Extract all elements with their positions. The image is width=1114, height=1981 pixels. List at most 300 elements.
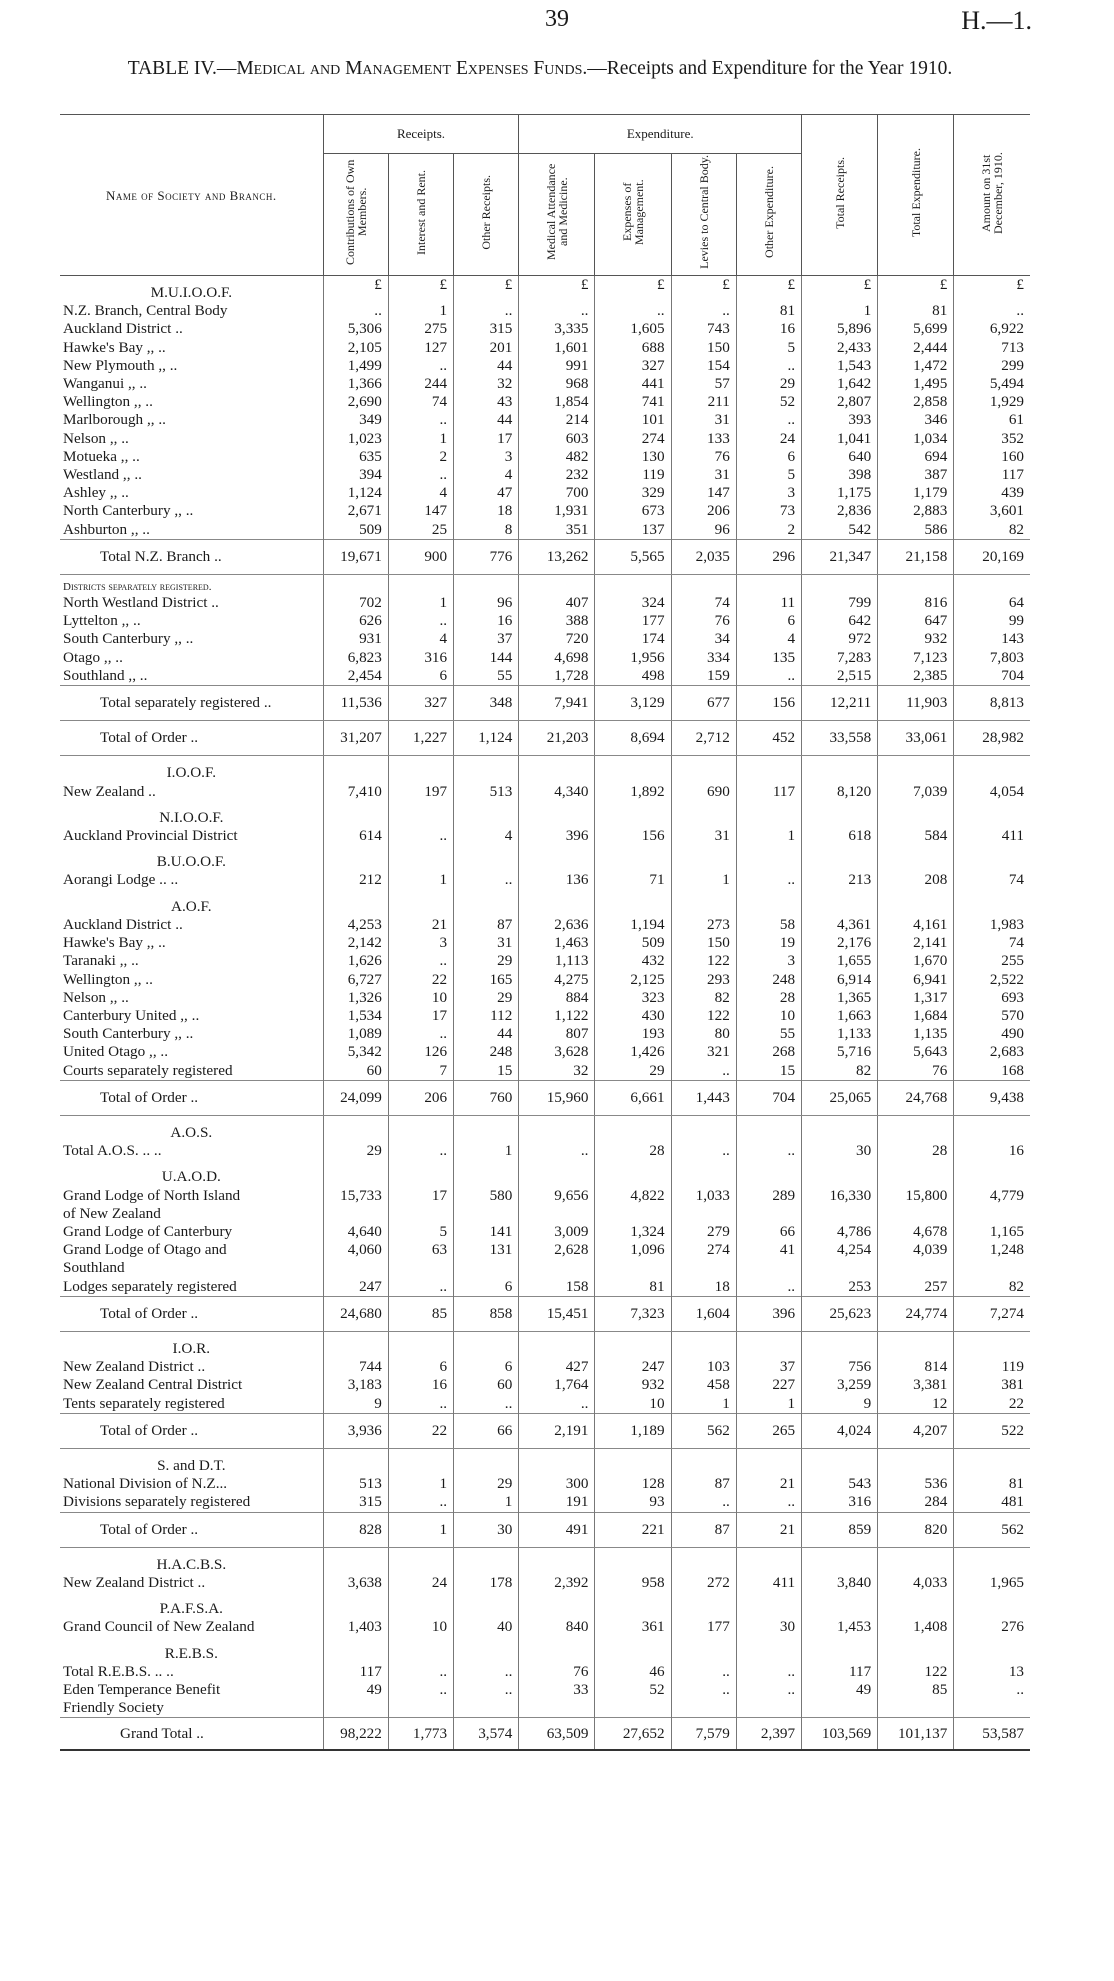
- table-title: [50, 58, 1030, 80]
- cell-value: 481: [954, 1493, 1030, 1512]
- cell-value: [519, 756, 595, 783]
- cell-value: [878, 890, 954, 916]
- cell-value: 15,800: [878, 1187, 954, 1205]
- table-row: [60, 1205, 1030, 1223]
- table-row: [60, 1358, 1030, 1376]
- cell-value: 1,463: [519, 934, 595, 952]
- cell-value: 19: [736, 934, 801, 952]
- cell-value: 147: [671, 484, 736, 502]
- cell-value: 2,858: [878, 393, 954, 411]
- cell-value: ..: [736, 1681, 801, 1699]
- cell-value: 1: [388, 871, 453, 889]
- cell-value: 991: [519, 357, 595, 375]
- cell-value: 1,403: [323, 1618, 388, 1636]
- cell-value: [323, 890, 388, 916]
- cell-value: 441: [595, 375, 671, 393]
- cell-value: 144: [454, 649, 519, 667]
- cell-value: 1,041: [802, 430, 878, 448]
- cell-value: 16,330: [802, 1187, 878, 1205]
- cell-value: [802, 845, 878, 871]
- cell-value: 4,039: [878, 1241, 954, 1259]
- cell-value: [388, 1205, 453, 1223]
- cell-value: 24: [388, 1574, 453, 1592]
- cell-value: 7,039: [878, 783, 954, 801]
- table-row: [60, 916, 1030, 934]
- cell-value: 16: [388, 1376, 453, 1394]
- table-row: [60, 1259, 1030, 1277]
- cell-value: 11,903: [878, 686, 954, 721]
- cell-value: 18: [671, 1278, 736, 1297]
- cell-value: 34: [671, 630, 736, 648]
- cell-value: 396: [519, 827, 595, 845]
- cell-value: [595, 1699, 671, 1718]
- cell-value: 284: [878, 1493, 954, 1512]
- row-label: New Plymouth ,, ..: [63, 356, 178, 374]
- cell-value: ..: [388, 357, 453, 375]
- cell-value: ..: [388, 1025, 453, 1043]
- cell-value: 760: [454, 1080, 519, 1115]
- cell-value: 299: [954, 357, 1030, 375]
- row-label: I.O.O.F.: [166, 764, 217, 782]
- cell-value: 498: [595, 667, 671, 686]
- cell-value: 3: [736, 952, 801, 970]
- cell-value: 807: [519, 1025, 595, 1043]
- cell-value: 394: [323, 466, 388, 484]
- cell-value: 411: [954, 827, 1030, 845]
- cell-value: [519, 1205, 595, 1223]
- cell-value: 1,543: [802, 357, 878, 375]
- cell-value: [736, 845, 801, 871]
- cell-value: ..: [388, 1493, 453, 1512]
- cell-value: 1,194: [595, 916, 671, 934]
- cell-value: 452: [736, 721, 801, 756]
- cell-value: 381: [954, 1376, 1030, 1394]
- cell-value: [454, 575, 519, 595]
- cell-value: 2,628: [519, 1241, 595, 1259]
- row-label: R.E.B.S.: [164, 1644, 218, 1662]
- cell-value: [802, 1259, 878, 1277]
- cell-value: 859: [802, 1512, 878, 1547]
- cell-value: 49: [802, 1681, 878, 1699]
- cell-value: [454, 1115, 519, 1142]
- cell-value: 119: [954, 1358, 1030, 1376]
- cell-value: [454, 1592, 519, 1618]
- row-label: Grand Lodge of Canterbury: [63, 1222, 233, 1240]
- cell-value: 458: [671, 1376, 736, 1394]
- table-row: [60, 1475, 1030, 1493]
- table-row: [60, 357, 1030, 375]
- row-label: Friendly Society: [63, 1699, 164, 1717]
- cell-value: 543: [802, 1475, 878, 1493]
- cell-value: [323, 845, 388, 871]
- cell-value: 509: [595, 934, 671, 952]
- cell-value: 227: [736, 1376, 801, 1394]
- row-label: Wellington ,, ..: [63, 970, 153, 988]
- cell-value: [736, 890, 801, 916]
- cell-value: 490: [954, 1025, 1030, 1043]
- cell-value: 257: [878, 1278, 954, 1297]
- cell-value: [595, 1160, 671, 1186]
- cell-value: 316: [388, 649, 453, 667]
- cell-value: 4,822: [595, 1187, 671, 1205]
- cell-value: ..: [671, 1142, 736, 1160]
- cell-value: [388, 801, 453, 827]
- cell-value: 1: [388, 1512, 453, 1547]
- cell-value: 4,054: [954, 783, 1030, 801]
- cell-value: 21: [388, 916, 453, 934]
- cell-value: 4: [388, 484, 453, 502]
- cell-value: ..: [323, 302, 388, 320]
- cell-value: [323, 1637, 388, 1663]
- cell-value: 694: [878, 448, 954, 466]
- cell-value: 820: [878, 1512, 954, 1547]
- cell-value: 214: [519, 411, 595, 429]
- cell-value: 3,936: [323, 1413, 388, 1448]
- cell-value: 4,678: [878, 1223, 954, 1241]
- cell-value: 4,033: [878, 1574, 954, 1592]
- total-row: [60, 1080, 1030, 1115]
- cell-value: [878, 845, 954, 871]
- table-row: [60, 1062, 1030, 1081]
- row-label: Total of Order ..: [60, 1296, 323, 1331]
- row-label: Total N.Z. Branch ..: [60, 539, 323, 574]
- cell-value: 177: [595, 612, 671, 630]
- cell-value: [519, 1160, 595, 1186]
- cell-value: 9: [802, 1395, 878, 1414]
- cell-value: [736, 1637, 801, 1663]
- row-label: Nelson ,, ..: [63, 988, 129, 1006]
- row-label: National Division of N.Z...: [63, 1475, 228, 1493]
- table-row: [60, 649, 1030, 667]
- row-label: Westland ,, ..: [63, 466, 142, 484]
- cell-value: 193: [595, 1025, 671, 1043]
- cell-value: 74: [954, 934, 1030, 952]
- row-label: North Canterbury ,, ..: [63, 502, 194, 520]
- cell-value: [954, 801, 1030, 827]
- cell-value: [954, 1115, 1030, 1142]
- cell-value: 1,023: [323, 430, 388, 448]
- cell-value: [454, 756, 519, 783]
- cell-value: 2,671: [323, 502, 388, 520]
- interest-header: Interest and Rent.: [388, 154, 453, 276]
- cell-value: 1,931: [519, 502, 595, 520]
- cell-value: 1,426: [595, 1043, 671, 1061]
- cell-value: ..: [454, 302, 519, 320]
- cell-value: 776: [454, 539, 519, 574]
- row-label: B.U.O.O.F.: [156, 853, 226, 871]
- cell-value: 141: [454, 1223, 519, 1241]
- cell-value: 2,392: [519, 1574, 595, 1592]
- cell-value: 4,340: [519, 783, 595, 801]
- cell-value: 232: [519, 466, 595, 484]
- cell-value: 1,495: [878, 375, 954, 393]
- cell-value: 3,335: [519, 320, 595, 338]
- row-label: A.O.F.: [171, 897, 212, 915]
- row-label: Motueka ,, ..: [63, 447, 140, 465]
- row-label: Nelson ,, ..: [63, 429, 129, 447]
- society-heading-row: [60, 276, 1030, 303]
- row-label: Total separately registered ..: [60, 686, 323, 721]
- cell-value: 57: [671, 375, 736, 393]
- cell-value: [736, 1160, 801, 1186]
- cell-value: 640: [802, 448, 878, 466]
- cell-value: [736, 1547, 801, 1574]
- cell-value: [802, 1592, 878, 1618]
- cell-value: 82: [954, 1278, 1030, 1297]
- cell-value: 321: [671, 1043, 736, 1061]
- cell-value: 2,105: [323, 339, 388, 357]
- cell-value: 66: [454, 1413, 519, 1448]
- cell-value: [519, 890, 595, 916]
- cell-value: 52: [595, 1681, 671, 1699]
- cell-value: [323, 756, 388, 783]
- society-heading-row: [60, 845, 1030, 871]
- cell-value: [736, 756, 801, 783]
- cell-value: 122: [671, 1007, 736, 1025]
- cell-value: 206: [388, 1080, 453, 1115]
- cell-value: 704: [954, 667, 1030, 686]
- cell-value: [802, 1448, 878, 1475]
- cell-value: 16: [736, 320, 801, 338]
- table-row: [60, 1618, 1030, 1636]
- cell-value: 212: [323, 871, 388, 889]
- cell-value: 840: [519, 1618, 595, 1636]
- cell-value: 29: [595, 1062, 671, 1081]
- cell-value: 74: [954, 871, 1030, 889]
- cell-value: 3,009: [519, 1223, 595, 1241]
- cell-value: 21: [736, 1512, 801, 1547]
- cell-value: [323, 801, 388, 827]
- cell-value: 21,158: [878, 539, 954, 574]
- cell-value: 7,941: [519, 686, 595, 721]
- cell-value: [323, 1205, 388, 1223]
- cell-value: 143: [954, 630, 1030, 648]
- cell-value: 349: [323, 411, 388, 429]
- cell-value: 393: [802, 411, 878, 429]
- cell-value: 28: [595, 1142, 671, 1160]
- cell-value: 673: [595, 502, 671, 520]
- cell-value: 122: [878, 1663, 954, 1681]
- total-row: [60, 721, 1030, 756]
- cell-value: ..: [954, 1681, 1030, 1699]
- row-label: Total of Order ..: [60, 1413, 323, 1448]
- receipts-group-header: Receipts.: [323, 115, 519, 154]
- cell-value: 5,643: [878, 1043, 954, 1061]
- cell-value: [954, 1259, 1030, 1277]
- cell-value: 53,587: [954, 1718, 1030, 1750]
- cell-value: 1,133: [802, 1025, 878, 1043]
- cell-value: 690: [671, 783, 736, 801]
- cell-value: 2,176: [802, 934, 878, 952]
- cell-value: 411: [736, 1574, 801, 1592]
- cell-value: ..: [454, 1395, 519, 1414]
- cell-value: £: [736, 276, 801, 303]
- cell-value: 7,410: [323, 783, 388, 801]
- cell-value: [671, 890, 736, 916]
- cell-value: 43: [454, 393, 519, 411]
- cell-value: ..: [519, 1142, 595, 1160]
- cell-value: 55: [736, 1025, 801, 1043]
- cell-value: 93: [595, 1493, 671, 1512]
- cell-value: 968: [519, 375, 595, 393]
- row-label: Auckland District ..: [63, 320, 183, 338]
- cell-value: [323, 1259, 388, 1277]
- cell-value: 1,089: [323, 1025, 388, 1043]
- cell-value: 1,227: [388, 721, 453, 756]
- cell-value: [595, 1637, 671, 1663]
- cell-value: 73: [736, 502, 801, 520]
- cell-value: 112: [454, 1007, 519, 1025]
- cell-value: 81: [878, 302, 954, 320]
- cell-value: 586: [878, 521, 954, 540]
- row-label: Southland: [63, 1259, 125, 1277]
- cell-value: 1,642: [802, 375, 878, 393]
- cell-value: 1,317: [878, 989, 954, 1007]
- cell-value: 1,983: [954, 916, 1030, 934]
- table-row: [60, 1395, 1030, 1414]
- table-row: [60, 484, 1030, 502]
- cell-value: 3,601: [954, 502, 1030, 520]
- cell-value: ..: [736, 871, 801, 889]
- cell-value: 268: [736, 1043, 801, 1061]
- cell-value: ..: [388, 612, 453, 630]
- cell-value: 427: [519, 1358, 595, 1376]
- amount-header: Amount on 31st December, 1910.: [954, 115, 1030, 276]
- cell-value: 1,773: [388, 1718, 453, 1750]
- cell-value: [802, 1160, 878, 1186]
- cell-value: 76: [878, 1062, 954, 1081]
- cell-value: 61: [954, 411, 1030, 429]
- cell-value: 1: [671, 871, 736, 889]
- cell-value: 858: [454, 1296, 519, 1331]
- cell-value: 24: [736, 430, 801, 448]
- cell-value: [595, 575, 671, 595]
- cell-value: [595, 1205, 671, 1223]
- cell-value: ..: [388, 1395, 453, 1414]
- cell-value: 387: [878, 466, 954, 484]
- cell-value: [671, 1331, 736, 1358]
- cell-value: 1: [454, 1493, 519, 1512]
- table-row: [60, 1681, 1030, 1699]
- row-label: Auckland District ..: [63, 915, 183, 933]
- cell-value: 5,716: [802, 1043, 878, 1061]
- cell-value: [671, 1637, 736, 1663]
- row-label: United Otago ,, ..: [63, 1043, 169, 1061]
- cell-value: 117: [954, 466, 1030, 484]
- cell-value: [954, 1160, 1030, 1186]
- cell-value: 29: [454, 989, 519, 1007]
- cell-value: 713: [954, 339, 1030, 357]
- table-row: [60, 1043, 1030, 1061]
- cell-value: 46: [595, 1663, 671, 1681]
- cell-value: 3,259: [802, 1376, 878, 1394]
- cell-value: 122: [671, 952, 736, 970]
- cell-value: [388, 575, 453, 595]
- society-heading-row: [60, 1547, 1030, 1574]
- cell-value: [671, 1592, 736, 1618]
- table-row: [60, 302, 1030, 320]
- row-label: Grand Council of New Zealand: [63, 1618, 255, 1636]
- cell-value: [671, 756, 736, 783]
- cell-value: 158: [519, 1278, 595, 1297]
- cell-value: [954, 575, 1030, 595]
- society-heading-row: [60, 1331, 1030, 1358]
- cell-value: 744: [323, 1358, 388, 1376]
- cell-value: 10: [388, 1618, 453, 1636]
- table-row: [60, 430, 1030, 448]
- cell-value: 1,326: [323, 989, 388, 1007]
- cell-value: 6: [454, 1278, 519, 1297]
- table-row: [60, 667, 1030, 686]
- cell-value: 642: [802, 612, 878, 630]
- cell-value: 5: [736, 339, 801, 357]
- row-label: Auckland Provincial District: [63, 827, 238, 845]
- cell-value: ..: [388, 466, 453, 484]
- cell-value: 98,222: [323, 1718, 388, 1750]
- cell-value: 128: [595, 1475, 671, 1493]
- cell-value: 76: [671, 448, 736, 466]
- cell-value: 60: [454, 1376, 519, 1394]
- row-label: I.O.R.: [172, 1339, 211, 1357]
- cell-value: 150: [671, 934, 736, 952]
- table-row: [60, 1278, 1030, 1297]
- cell-value: [595, 1259, 671, 1277]
- row-label: Aorangi Lodge .. ..: [63, 871, 179, 889]
- cell-value: [388, 890, 453, 916]
- cell-value: 7,283: [802, 649, 878, 667]
- cell-value: [802, 575, 878, 595]
- cell-value: 323: [595, 989, 671, 1007]
- cell-value: 47: [454, 484, 519, 502]
- cell-value: [323, 1160, 388, 1186]
- cell-value: 4,161: [878, 916, 954, 934]
- cell-value: 25: [388, 521, 453, 540]
- cell-value: 1,601: [519, 339, 595, 357]
- cell-value: 85: [878, 1681, 954, 1699]
- row-label: Total R.E.B.S. .. ..: [63, 1662, 174, 1680]
- cell-value: 40: [454, 1618, 519, 1636]
- cell-value: 407: [519, 594, 595, 612]
- cell-value: 4,640: [323, 1223, 388, 1241]
- cell-value: 272: [671, 1574, 736, 1592]
- cell-value: 31: [454, 934, 519, 952]
- cell-value: 81: [954, 1475, 1030, 1493]
- cell-value: £: [595, 276, 671, 303]
- table-row: [60, 1663, 1030, 1681]
- cell-value: 351: [519, 521, 595, 540]
- row-label: Lodges separately registered: [63, 1277, 237, 1295]
- cell-value: 293: [671, 971, 736, 989]
- cell-value: 1,366: [323, 375, 388, 393]
- cell-value: 296: [736, 539, 801, 574]
- cell-value: 1,408: [878, 1618, 954, 1636]
- cell-value: [671, 845, 736, 871]
- cell-value: 580: [454, 1187, 519, 1205]
- cell-value: 81: [595, 1278, 671, 1297]
- cell-value: [878, 575, 954, 595]
- cell-value: 19,671: [323, 539, 388, 574]
- cell-value: 300: [519, 1475, 595, 1493]
- cell-value: 5,342: [323, 1043, 388, 1061]
- expenditure-group-header: Expenditure.: [519, 115, 802, 154]
- cell-value: [595, 1115, 671, 1142]
- cell-value: 6: [388, 1358, 453, 1376]
- cell-value: 1,165: [954, 1223, 1030, 1241]
- cell-value: 165: [454, 971, 519, 989]
- cell-value: [454, 1205, 519, 1223]
- cell-value: [388, 1259, 453, 1277]
- row-label: A.O.S.: [170, 1123, 213, 1141]
